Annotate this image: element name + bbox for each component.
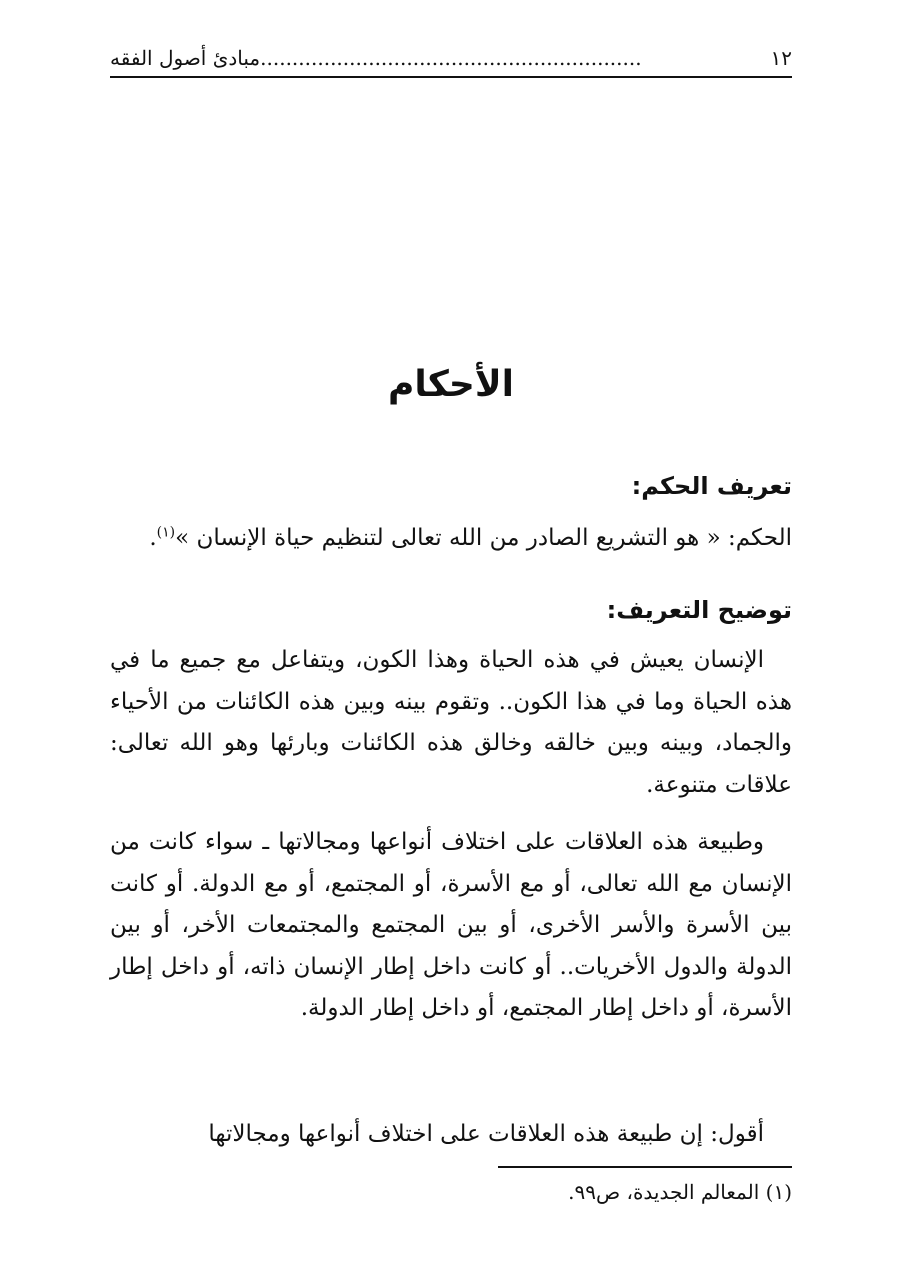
definition-text: « هو التشريع الصادر من الله تعالى لتنظيم حياة الإنسان » [175, 525, 721, 551]
running-title-group [110, 46, 642, 70]
definition-end-mark: . [149, 525, 157, 551]
chapter-title: الأحكام [388, 364, 514, 405]
leader-dots: ............................................................ [260, 46, 642, 70]
running-title: مبادئ أصول الفقه [110, 46, 261, 70]
body-paragraph: وطبيعة هذه العلاقات على اختلاف أنواعها ومجالاتها ـ سواء كانت من الإنسان مع الله تعالى، أو مع الأسرة، أو المجتمع، أو مع الدولة. أو كانت بين الأسرة والأسر الأخرى، أو بين المجتمع والمجتمعات الأخر، أو بين الدولة والدول الأخريات.. أو كانت داخل إطار الإنسان ذاته، أو داخل إطار الأسرة، أو داخل إطار المجتمع، أو داخل إطار الدولة. [110, 829, 793, 1021]
definition-label: الحكم: [727, 525, 792, 551]
section-heading-explanation: توضيح التعريف: [606, 596, 792, 624]
page-number: ١٢ [770, 46, 792, 70]
footnote-divider [498, 1166, 792, 1168]
footnote-reference: (١) [156, 524, 176, 541]
body-paragraph: أقول: إن طبيعة هذه العلاقات على اختلاف أنواعها ومجالاتها [208, 1121, 764, 1147]
footnote: (١) المعالم الجديدة، ص٩٩. [568, 1180, 792, 1204]
body-paragraph: الإنسان يعيش في هذه الحياة وهذا الكون، ويتفاعل مع جميع ما في هذه الحياة وما في هذا الكون.. وتقوم بينه وبين هذه الكائنات من الأحياء والجماد، وبينه وبين خالقه وخالق هذه الكائنات وبارئها وهو الله تعالى: علاقات متنوعة. [110, 647, 792, 798]
running-header [110, 40, 792, 78]
section-heading-definition: تعريف الحكم: [631, 472, 792, 500]
definition-paragraph [110, 518, 792, 560]
